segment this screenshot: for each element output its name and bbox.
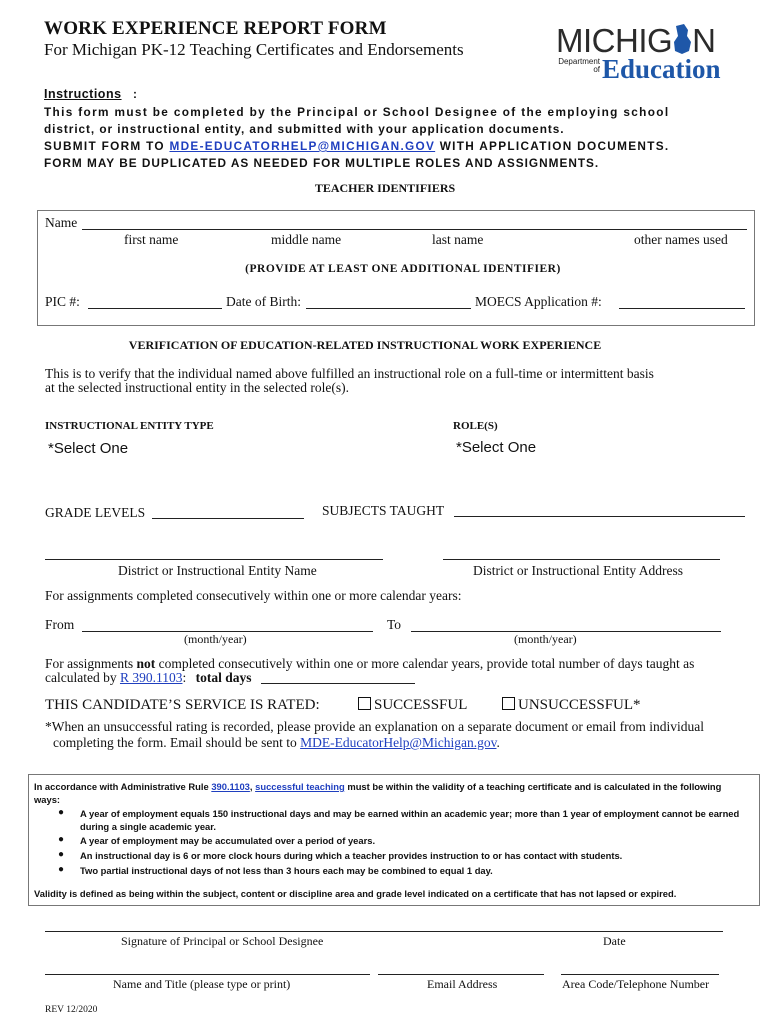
logo-department: Department [558, 57, 600, 66]
total-days-label: total days [195, 670, 252, 685]
educator-help-email-link[interactable]: MDE-EDUCATORHELP@MICHIGAN.GOV [169, 139, 436, 153]
revision-label: REV 12/2020 [45, 1005, 98, 1015]
instructions-line3 [44, 139, 669, 153]
calc-post: : [182, 670, 187, 685]
last-name-caption: last name [432, 232, 484, 247]
to-month-year-caption: (month/year) [514, 632, 577, 646]
unsuccessful-label: UNSUCCESSFUL* [518, 697, 641, 713]
to-label: To [387, 617, 402, 632]
instructions-heading: Instructions [44, 87, 122, 101]
bullet-icon: ● [58, 834, 65, 845]
rated-label: THIS CANDIDATE’S SERVICE IS RATED: [45, 697, 320, 713]
moecs-label: MOECS Application #: [475, 294, 602, 309]
logo-of: of [593, 65, 600, 74]
educator-help-link[interactable]: MDE-EducatorHelp@Michigan.gov [300, 735, 497, 750]
from-month-year-caption: (month/year) [184, 632, 247, 646]
email-caption: Email Address [427, 977, 498, 991]
unsuccessful-check-icon [502, 697, 515, 710]
moecs-field[interactable] [619, 308, 745, 309]
rule-validity: Validity is defined as being within the subject, content or discipline area and grade level indicated on a certificate that has not lapsed or expired. [34, 888, 677, 899]
successful-teaching-link[interactable]: successful teaching [255, 781, 345, 792]
instructions-colon: : [133, 87, 138, 101]
successful-label: SUCCESSFUL [374, 697, 468, 713]
grade-levels-field[interactable] [152, 518, 304, 519]
entity-type-label: INSTRUCTIONAL ENTITY TYPE [45, 420, 214, 432]
provide-identifier-note: (PROVIDE AT LEAST ONE ADDITIONAL IDENTIFIER) [245, 263, 561, 275]
logo-word: MICHIG [556, 22, 673, 59]
instructions-with-docs: WITH APPLICATION DOCUMENTS. [435, 139, 670, 153]
bullet-icon: ● [58, 807, 65, 818]
mde-logo [556, 10, 756, 86]
rule-bullet-2: A year of employment may be accumulated over a period of years. [80, 835, 376, 846]
logo-education: Education [602, 54, 721, 84]
dob-label: Date of Birth: [226, 294, 301, 309]
email-field[interactable] [378, 974, 544, 975]
rule-comma: , [249, 781, 256, 792]
rule-bullet-1-cont: during a single academic year. [80, 821, 216, 832]
from-label: From [45, 617, 75, 632]
note-post: . [496, 735, 500, 750]
entity-type-select[interactable]: *Select One [48, 440, 129, 457]
nonconsec-post: completed consecutively within one or more calendar years, provide total number of days taught as [155, 656, 695, 671]
subjects-label: SUBJECTS TAUGHT [322, 503, 445, 518]
name-title-caption: Name and Title (please type or print) [113, 977, 291, 991]
district-name-field[interactable] [45, 559, 383, 560]
rule-bullet-1: A year of employment equals 150 instructional days and may be earned within an academic year; more than 1 year of employment cannot be earned [80, 808, 740, 819]
logo-state-icon [672, 24, 692, 52]
rule-intro-post: must be within the validity of a teaching certificate and is calculated in the following [344, 781, 722, 792]
bullet-icon: ● [58, 864, 65, 875]
rule-intro-pre: In accordance with Administrative Rule [34, 781, 212, 792]
rule-390-1103-box-link[interactable]: 390.1103 [211, 781, 250, 792]
rule-intro-line2: ways: [34, 794, 61, 805]
consecutive-note: For assignments completed consecutively within one or more calendar years: [45, 588, 462, 603]
signature-field[interactable] [45, 931, 723, 932]
district-address-caption: District or Instructional Entity Address [473, 563, 683, 578]
signature-caption: Signature of Principal or School Designee [121, 934, 324, 948]
district-address-field[interactable] [443, 559, 720, 560]
unsuccessful-note-line2 [53, 735, 500, 751]
district-name-caption: District or Instructional Entity Name [118, 563, 317, 578]
verification-line2: at the selected instructional entity in the selected role(s). [45, 380, 350, 395]
logo-word-end: N [692, 22, 716, 59]
other-names-caption: other names used [634, 232, 728, 247]
verification-line1: This is to verify that the individual named above fulfilled an instructional role on a full-time or intermittent basis [45, 366, 654, 381]
date-caption: Date [603, 934, 626, 948]
phone-caption: Area Code/Telephone Number [562, 977, 710, 991]
identifiers-heading: TEACHER IDENTIFIERS [314, 181, 456, 195]
calculated-by-line [45, 670, 252, 686]
successful-check-icon [358, 697, 371, 710]
nonconsec-not: not [136, 656, 156, 671]
instructions-line2: district, or instructional entity, and submitted with your application documents. [44, 122, 565, 136]
nonconsec-pre: For assignments [45, 656, 137, 671]
rule-bullet-3: An instructional day is 6 or more clock hours during which a teacher provides instruction to or has contact with students. [80, 850, 623, 861]
instructions-line1: This form must be completed by the Principal or School Designee of the employing school [44, 105, 670, 119]
rule-bullet-4: Two partial instructional days of not less than 3 hours each may be combined to equal 1 day. [80, 865, 493, 876]
rule-intro [34, 781, 721, 792]
middle-name-caption: middle name [271, 232, 342, 247]
bullet-icon: ● [58, 849, 65, 860]
rule-390-1103-link[interactable]: R 390.1103 [119, 670, 183, 685]
form-subtitle: For Michigan PK-12 Teaching Certificates and Endorsements [44, 40, 464, 59]
roles-label: ROLE(S) [453, 420, 498, 432]
unsuccessful-note-line1: *When an unsuccessful rating is recorded, please provide an explanation on a separate document or email from individual [45, 719, 705, 734]
pic-field[interactable] [88, 308, 222, 309]
instructions-line4: FORM MAY BE DUPLICATED AS NEEDED FOR MULTIPLE ROLES AND ASSIGNMENTS. [44, 156, 600, 170]
verification-heading: VERIFICATION OF EDUCATION-RELATED INSTRUCTIONAL WORK EXPERIENCE [128, 338, 602, 352]
pic-label: PIC #: [45, 294, 80, 309]
note-pre: completing the form. Email should be sent to [53, 735, 301, 750]
instructions-submit: SUBMIT FORM TO [44, 139, 170, 153]
first-name-caption: first name [124, 232, 179, 247]
unsuccessful-checkbox[interactable] [502, 697, 641, 714]
dob-field[interactable] [306, 308, 471, 309]
name-title-field[interactable] [45, 974, 370, 975]
form-title: WORK EXPERIENCE REPORT FORM [44, 18, 387, 39]
phone-field[interactable] [561, 974, 719, 975]
grade-levels-label: GRADE LEVELS [45, 505, 146, 520]
calc-pre: calculated by [45, 670, 120, 685]
subjects-field[interactable] [454, 516, 745, 517]
roles-select[interactable]: *Select One [456, 439, 537, 456]
successful-checkbox[interactable] [358, 697, 467, 714]
name-field[interactable] [82, 229, 747, 230]
total-days-field[interactable] [261, 683, 415, 684]
name-label: Name [45, 215, 78, 230]
